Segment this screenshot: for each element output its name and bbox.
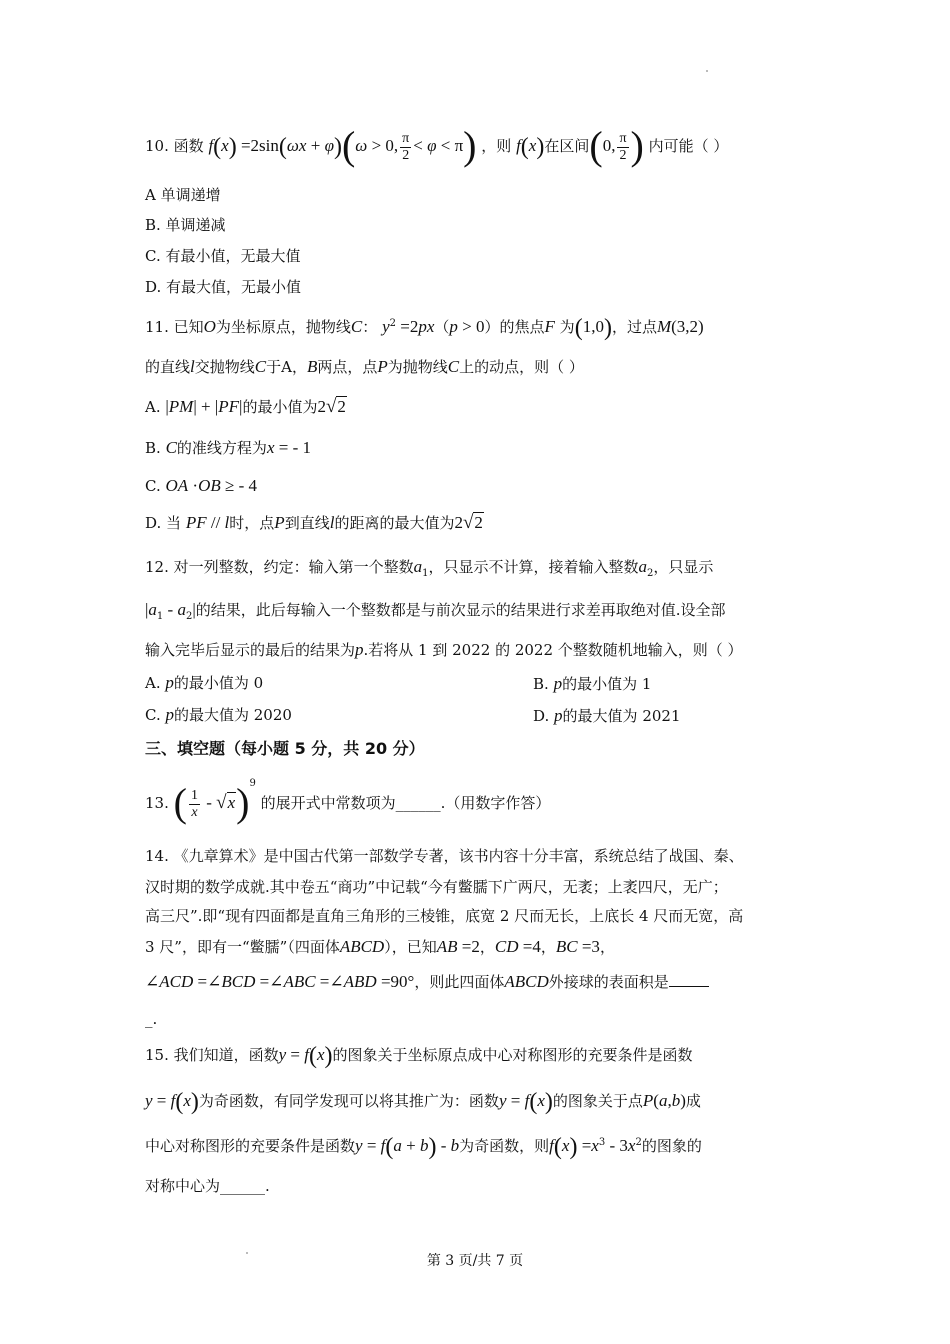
q15-line4: 对称中心为______. [145,1177,270,1195]
q10-option-d: D. 有最大值，无最小值 [145,278,302,296]
q12-line3: 输入完毕后显示的最后的结果为p.若将从 1 到 2022 的 2022 个整数随机地输入，则（ ） [145,640,743,659]
section-heading: 三、填空题（每小题 5 分，共 20 分） [145,739,425,758]
q12-line2: $|a_1 - a_2|$的结果，此后每输入一个整数都是与前次显示的结果进行求差再取绝对值.设全部 [145,600,726,622]
q11-line1: 11. 已知O为坐标原点，抛物线C： $y^2 =2px(p > 0)$的焦点F 为(1,0)，过点M(3,2) [145,315,704,341]
page-footer: 第 3 页/共 7 页 [426,1253,524,1269]
q15-line2: y = f(x)为奇函数，有同学发现可以将其推广为：函数y = f(x)的图象关于点P(a,b)成 [145,1089,701,1115]
q10-option-a: A 单调递增 [145,186,221,204]
q11-option-b: B. C的准线方程为x = - 1 [145,438,311,457]
q14-line1: 14. 《九章算术》是中国古代第一部数学专著，该书内容十分丰富，系统总结了战国、秦、 [145,847,744,865]
q12-option-b: B. p的最小值为 1 [533,674,652,693]
q12-option-d: D. p的最大值为 2021 [533,706,681,725]
q10-option-b: B. 单调递减 [145,216,226,234]
scan-dot [706,70,708,72]
q14-line5: ∠ACD =∠BCD =∠ABC =∠ABD =90°，则此四面体ABCD外接球的表面积是 [145,972,709,992]
q12-line1: 12. 对一列整数，约定：输入第一个整数$a_1$，只显示不计算，接着输入整数$a_2$，只显示 [145,557,714,579]
q15-line1: 15. 我们知道，函数y = f(x)的图象关于坐标原点成中心对称图形的充要条件是函数 [145,1043,693,1069]
q11-line2: 的直线l交抛物线C于A，B两点，点P为抛物线C上的动点，则（ ） [145,357,584,376]
q10-stem: 10. 函数 f(x) =2sin(ωx + φ)(ω > 0, $\frac{\pi}{2}$ < φ < π) ，则 f(x)在区间(0, $\frac{\pi}{2}$ ) 内可能（ ） [145,123,729,168]
q11-option-a: A. |PM| + |PF|的最小值为2√2 [145,396,346,417]
q12-option-c: C. p的最大值为 2020 [145,705,292,724]
q14-line3: 高三尺”.即“现有四面都是直角三角形的三棱锥，底宽 2 尺而无长，上底长 4 尺而无宽，高 [145,907,744,925]
q10-option-c: C. 有最小值，无最大值 [145,247,301,265]
q11-option-d: D. 当 PF // l时，点P到直线l的距离的最大值为2√2 [145,512,483,533]
q14-line2: 汉时期的数学成就.其中卷五“商功”中记载“今有鳖臑下广两尺，无袤；上袤四尺，无广； [145,878,728,896]
q14-line6: _. [145,1010,158,1028]
q12-option-a: A. p的最小值为 0 [145,673,264,692]
q13-stem: 13. ( $\frac{1}{x}$ - √x)$^9$ 的展开式中常数项为______.（用数字作答） [145,778,551,825]
scan-dot [246,1252,248,1254]
q11-option-c: C. OA ·OB ≥ - 4 [145,476,258,495]
q14-line4: 3 尺”，即有一“鳖臑”（四面体ABCD），已知AB =2，CD =4，BC =3， [145,937,615,956]
q15-line3: 中心对称图形的充要条件是函数y = f(a + b) - b为奇函数，则$f(x) =x^3 - 3x^2$的图象的 [145,1134,702,1160]
